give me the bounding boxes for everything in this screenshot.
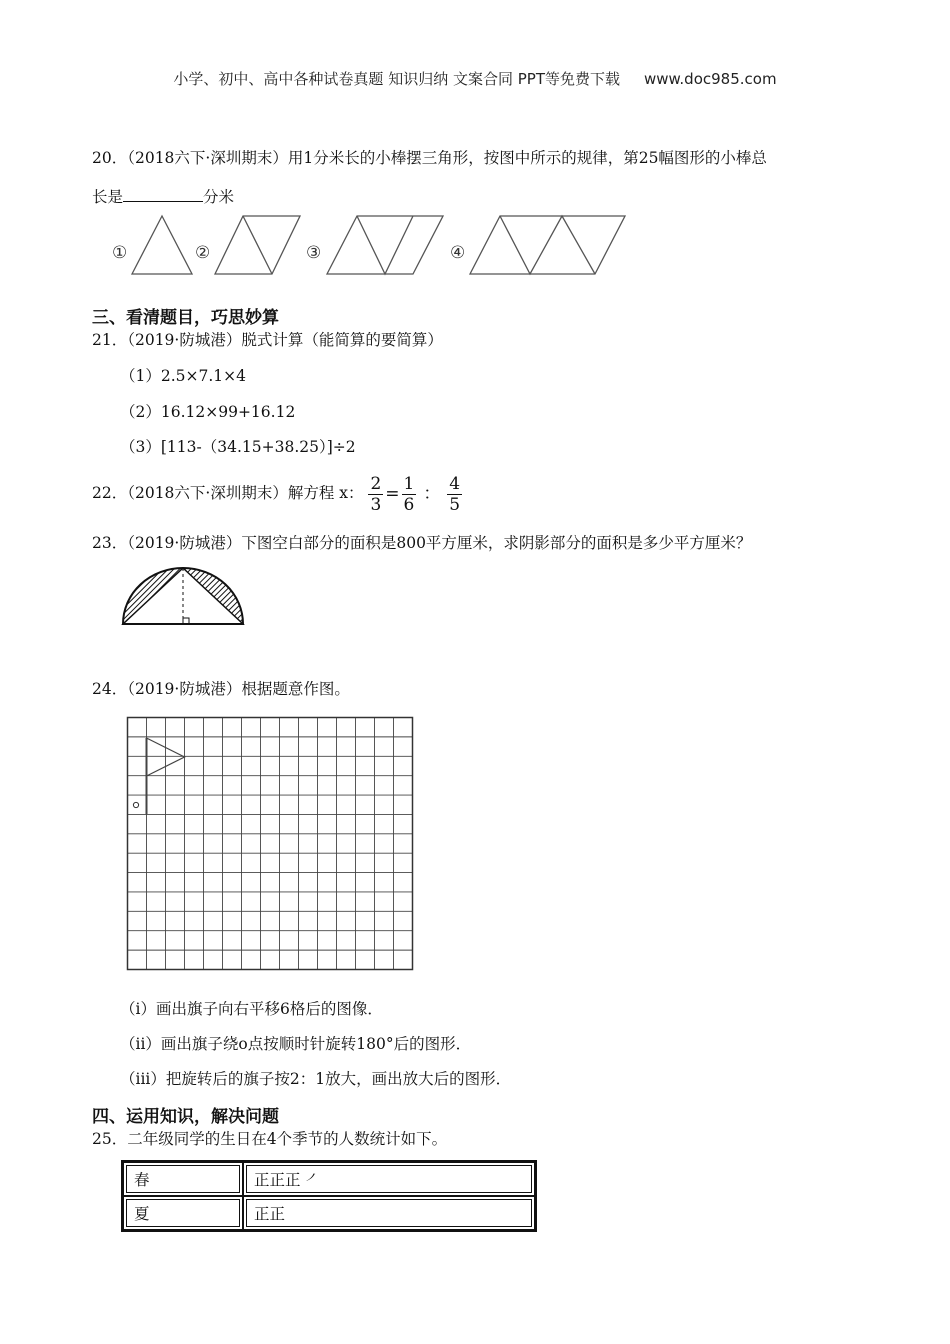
pattern-3	[327, 216, 443, 274]
q23-text: 23．（2019·防城港）下图空白部分的面积是800平方厘米，求阴影部分的面积是多少平方厘米？	[92, 534, 752, 552]
semicircle-figure	[118, 562, 248, 630]
season-cell: 夏	[123, 1196, 243, 1230]
q21-title: 21．（2019·防城港）脱式计算（能简算的要简算）	[92, 331, 443, 349]
triangle-pattern-figure	[100, 208, 640, 280]
q20-text-line2	[92, 185, 234, 207]
q20-post: 分米	[203, 188, 235, 206]
label-4: ④	[450, 243, 466, 263]
season-cell: 春	[123, 1162, 243, 1196]
q22-prefix: 22．（2018六下·深圳期末）解方程 x：	[92, 484, 364, 502]
q24-item-2: （ii）画出旗子绕o点按顺时针旋转180°后的图形．	[120, 1035, 472, 1053]
q25-text: 25．二年级同学的生日在4个季节的人数统计如下。	[92, 1130, 448, 1148]
equals-sign: =	[385, 484, 400, 504]
table-row	[123, 1162, 535, 1196]
pattern-2	[215, 216, 300, 274]
fraction-2-3: $\frac{2}{3}$	[370, 473, 382, 515]
ratio-colon: ：	[423, 484, 441, 504]
tally-cell: 正正	[243, 1196, 535, 1230]
header-text: 小学、初中、高中各种试卷真题 知识归纳 文案合同 PPT等免费下载	[173, 70, 620, 88]
q24-item-1: （i）画出旗子向右平移6格后的图像．	[120, 1000, 383, 1018]
answer-blank[interactable]	[123, 187, 203, 202]
header-site-link[interactable]: www.doc985.com	[643, 70, 777, 88]
pattern-1	[132, 216, 192, 274]
label-3: ③	[306, 243, 322, 263]
pattern-4	[470, 216, 625, 274]
label-1: ①	[112, 243, 128, 263]
table-row	[123, 1196, 535, 1230]
q24-item-3: （iii）把旋转后的旗子按2：1放大，画出放大后的图形．	[120, 1070, 512, 1088]
fraction-4-5: $\frac{4}{5}$	[449, 473, 461, 515]
q20-text-line1: 20．（2018六下·深圳期末）用1分米长的小棒摆三角形，按图中所示的规律，第25幅图形的小棒总	[92, 149, 767, 167]
fraction-1-6: $\frac{1}{6}$	[403, 473, 415, 515]
page-header	[0, 68, 950, 89]
q20-pre: 长是	[92, 188, 124, 206]
tally-cell: 正正正 ㇒	[243, 1162, 535, 1196]
q21-item-1: （1）2.5×7.1×4	[120, 367, 246, 385]
point-o-text: o	[132, 802, 138, 812]
season-tally-table	[121, 1160, 537, 1232]
q21-item-3: （3）[113-（34.15+38.25）]÷2	[120, 438, 356, 456]
section-4-title: 四、运用知识，解决问题	[92, 1107, 279, 1127]
q22-equation	[92, 470, 462, 516]
q21-item-2: （2）16.12×99+16.12	[120, 403, 296, 421]
section-3-title: 三、看清题目，巧思妙算	[92, 308, 279, 328]
label-2: ②	[195, 243, 211, 263]
grid-figure	[126, 716, 416, 974]
q24-title: 24．（2019·防城港）根据题意作图。	[92, 680, 350, 698]
